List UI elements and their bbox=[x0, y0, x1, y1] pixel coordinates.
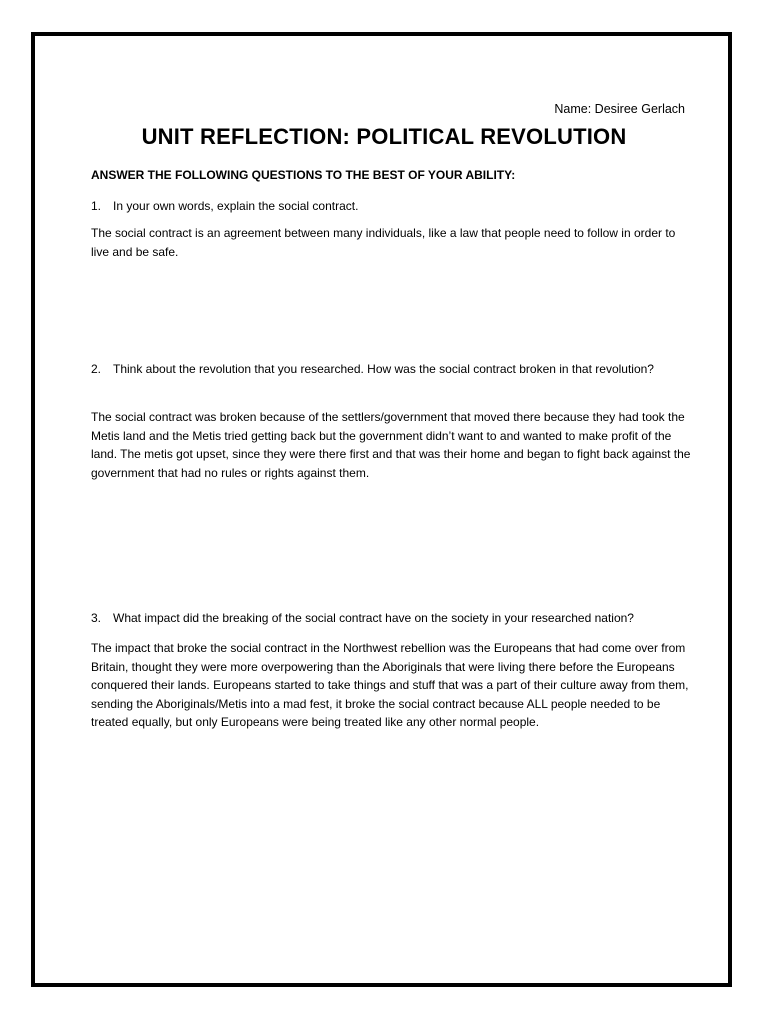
answer-3: The impact that broke the social contract in the Northwest rebellion was the Europeans that had come over from Britain, thought they were more overpowering than the Aboriginals that were living there before the Europeans conquered their lands. Europeans started to take things and stuff that was a part of their culture away from them, sending the Aboriginals/Metis into a mad fest, it broke the social contract because ALL people needed to be treated equally, but only Europeans were being treated like any other normal people. bbox=[91, 641, 689, 729]
question-number: 2. bbox=[91, 362, 102, 376]
question-text: Think about the revolution that you researched. How was the social contract broken in that revolution? bbox=[113, 362, 654, 376]
question-3 bbox=[91, 609, 691, 627]
question-number: 1. bbox=[91, 199, 102, 213]
question-text: What impact did the breaking of the social contract have on the society in your researched nation? bbox=[113, 611, 634, 625]
question-2 bbox=[91, 360, 691, 378]
question-number: 3. bbox=[91, 611, 102, 625]
student-name: Name: Desiree Gerlach bbox=[554, 102, 685, 116]
question-1 bbox=[91, 197, 691, 215]
instructions: ANSWER THE FOLLOWING QUESTIONS TO THE BEST OF YOUR ABILITY: bbox=[91, 168, 516, 182]
answer-2: The social contract was broken because of the settlers/government that moved there because they had took the Metis land and the Metis tried getting back but the government didn’t want to and wanted to make profit of the land. The metis got upset, since they were there first and that was their home and began to fight back against the government that had no rules or rights against them. bbox=[91, 410, 691, 480]
answer-1: The social contract is an agreement between many individuals, like a law that people need to follow in order to live and be safe. bbox=[91, 226, 676, 259]
question-text: In your own words, explain the social contract. bbox=[113, 199, 359, 213]
page-title: UNIT REFLECTION: POLITICAL REVOLUTION bbox=[141, 124, 627, 149]
